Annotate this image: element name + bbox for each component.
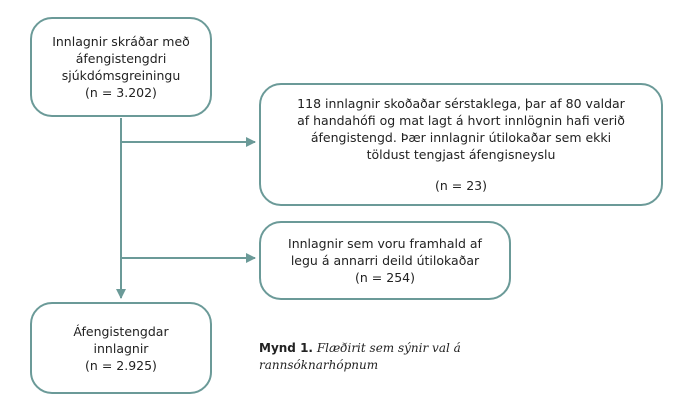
start-line-1: Innlagnir skráðar með bbox=[52, 34, 190, 49]
transfer-exclusion-box bbox=[259, 221, 511, 300]
start-box bbox=[30, 17, 212, 117]
review-count: (n = 23) bbox=[434, 178, 487, 193]
review-line-1: 118 innlagnir skoðaðar sérstaklega, þar af 80 valdar bbox=[297, 96, 625, 111]
transfer-line-2: legu á annarri deild útilokaðar bbox=[290, 253, 480, 268]
review-exclusion-box bbox=[259, 83, 663, 206]
final-count: (n = 2.925) bbox=[85, 357, 157, 373]
caption-text: Flæðirit sem sýnir val á rannsóknarhópnum bbox=[259, 341, 461, 372]
start-count: (n = 3.202) bbox=[85, 85, 157, 100]
final-box bbox=[30, 302, 212, 394]
final-line-2: innlagnir bbox=[93, 340, 149, 356]
transfer-line-1: Innlagnir sem voru framhald af bbox=[288, 236, 482, 251]
figure-caption bbox=[259, 340, 489, 374]
review-line-3: áfengistengd. Þær innlagnir útilokaðar sem ekki bbox=[310, 130, 612, 145]
caption-label: Mynd 1. bbox=[259, 341, 313, 355]
transfer-count: (n = 254) bbox=[355, 270, 415, 285]
review-line-2: af handahófi og mat lagt á hvort innlögnin hafi verið bbox=[297, 113, 625, 128]
final-line-1: Áfengistengdar bbox=[73, 323, 169, 339]
review-line-4: töldust tengjast áfengisneyslu bbox=[366, 147, 556, 162]
start-line-3: sjúkdómsgreiningu bbox=[61, 68, 181, 83]
start-line-2: áfengistengdri bbox=[75, 51, 167, 66]
